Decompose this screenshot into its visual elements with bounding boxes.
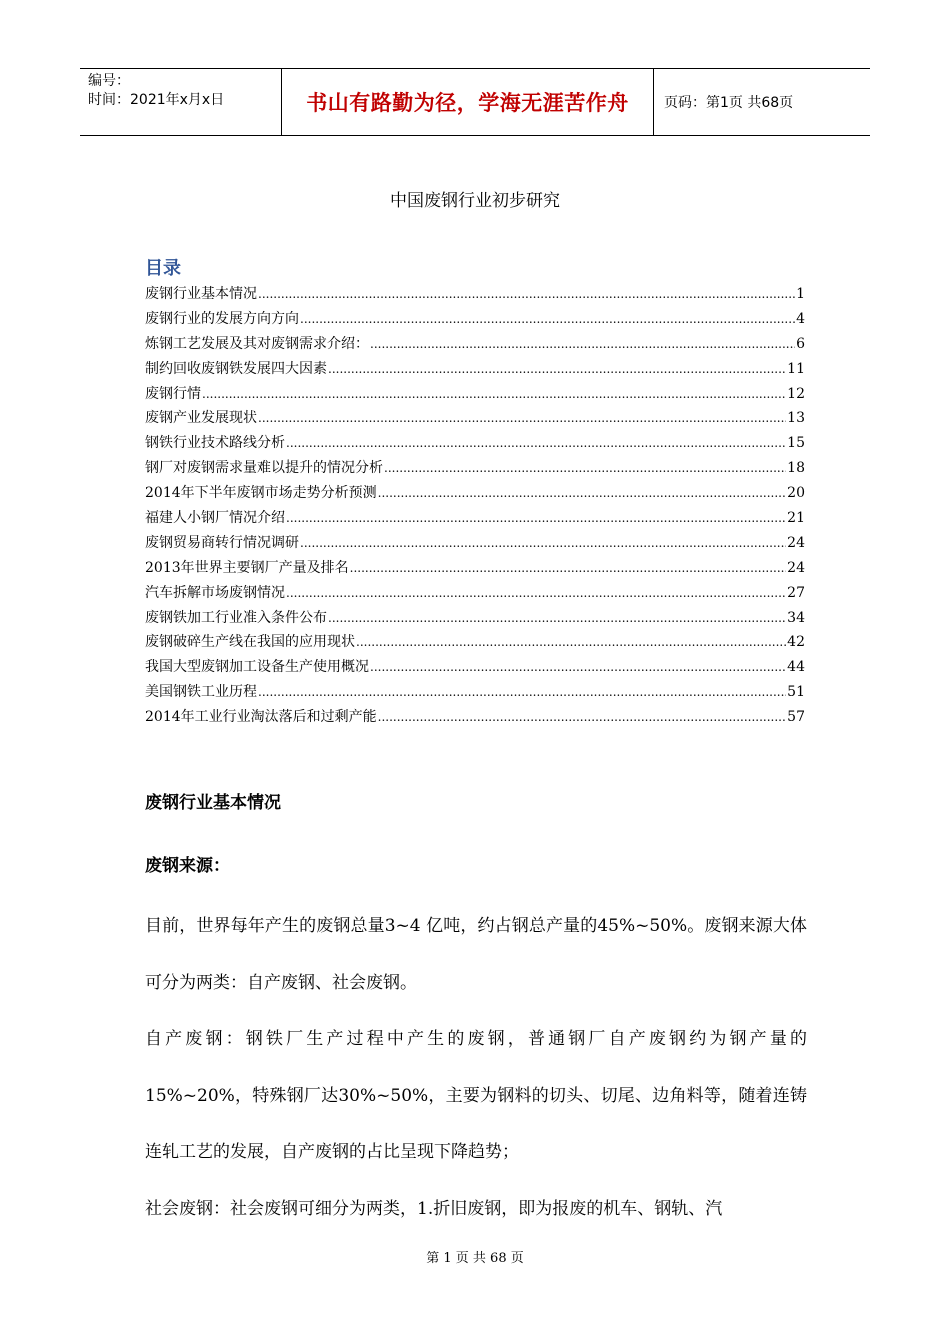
toc-leader-dots [286,435,786,451]
toc-entry-title: 2013年世界主要钢厂产量及排名 [145,559,349,576]
paragraph: 社会废钢：社会废钢可细分为两类，1.折旧废钢，即为报废的机车、钢轨、汽 [145,1198,723,1219]
toc-entry[interactable] [145,582,805,607]
toc-entry-page: 12 [787,385,805,402]
toc-entry-title: 废钢行业的发展方向方向 [145,310,299,327]
page-info-cell [654,69,870,135]
toc-entry-title: 废钢贸易商转行情况调研 [145,534,299,551]
toc-entry[interactable] [145,507,805,532]
toc-leader-dots [328,610,786,626]
toc-entry[interactable] [145,532,805,557]
toc-entry-page: 6 [796,335,805,352]
toc-entry-title: 炼钢工艺发展及其对废钢需求介绍： [145,335,369,352]
motto-cell [282,69,654,135]
toc-entry[interactable] [145,407,805,432]
page-footer: 第 1 页 共 68 页 [426,1251,524,1266]
toc-entry-page: 27 [787,584,805,601]
toc-entry[interactable] [145,432,805,457]
toc-entry-title: 汽车拆解市场废钢情况 [145,584,285,601]
toc-entry[interactable] [145,607,805,632]
toc-leader-dots [378,485,787,501]
toc-entry[interactable] [145,706,805,731]
toc-entry-title: 钢铁行业技术路线分析 [145,435,285,452]
toc-entry[interactable] [145,457,805,482]
toc-entry[interactable] [145,681,805,706]
toc-entry-title: 废钢行业基本情况 [145,286,257,302]
toc-entry-title: 废钢行情 [145,385,201,402]
toc-leader-dots [356,634,786,650]
toc-entry[interactable] [145,656,805,681]
toc-entry-page: 11 [787,360,805,377]
toc-entry-page: 15 [787,435,805,452]
toc-entry[interactable] [145,631,805,656]
section-heading-basic: 废钢行业基本情况 [145,793,281,813]
paragraph: 自产废钢：钢铁厂生产过程中产生的废钢，普通钢厂自产废钢约为钢产量的15%~20%，特殊钢厂达30%~50%，主要为钢料的切头、切尾、边角料等，随着连铸连轧工艺的发展，自产废钢的占比呈现下降趋势； [145,1029,807,1162]
toc-entry-page: 13 [787,410,805,427]
toc-entry[interactable] [145,308,805,333]
toc-entry-page: 42 [787,634,805,651]
motto-text: 书山有路勤为径，学海无涯苦作舟 [306,91,629,115]
toc-entry[interactable] [145,482,805,507]
document-title: 中国废钢行业初步研究 [390,191,560,211]
page-info: 页码：第1页 共68页 [664,95,794,111]
toc-leader-dots [370,336,795,352]
toc-entry-title: 福建人小钢厂情况介绍 [145,510,285,527]
toc-leader-dots [258,684,786,700]
toc-entry-title: 制约回收废钢铁发展四大因素 [145,360,327,377]
toc-leader-dots [300,535,786,551]
toc-entry-page: 24 [787,534,805,551]
toc-entry-page: 21 [787,510,805,527]
toc-leader-dots [202,386,786,402]
toc-entry[interactable] [145,358,805,383]
toc-entry-page: 34 [787,609,805,626]
body-text [145,898,807,1237]
time-label: 时间：2021年x月x日 [88,92,225,108]
header-meta-cell [80,69,282,135]
toc-leader-dots [300,311,795,327]
section-heading-source: 废钢来源： [145,856,230,876]
toc-entry-page: 20 [787,485,805,502]
toc-entry-page: 18 [787,460,805,477]
toc-entry-title: 美国钢铁工业历程 [145,684,257,701]
toc-entry-page: 1 [796,286,805,302]
toc-entry-title: 废钢铁加工行业准入条件公布 [145,609,327,626]
toc-entry-title: 2014年下半年废钢市场走势分析预测 [145,485,377,502]
toc-entry-page: 24 [787,559,805,576]
paragraph: 目前，世界每年产生的废钢总量3~4 亿吨，约占钢总产量的45%~50%。废钢来源大体可分为两类：自产废钢、社会废钢。 [145,916,807,993]
toc-entry-title: 废钢破碎生产线在我国的应用现状 [145,634,355,651]
toc-entry[interactable] [145,283,805,308]
table-of-contents [145,283,805,731]
toc-entry-title: 废钢产业发展现状 [145,410,257,427]
header-table [80,68,870,136]
number-label: 编号： [88,73,130,89]
toc-entry[interactable] [145,333,805,358]
toc-leader-dots [286,510,786,526]
toc-entry-page: 51 [787,684,805,701]
toc-entry-page: 4 [796,310,805,327]
toc-entry-title: 2014年工业行业淘汰落后和过剩产能 [145,709,377,726]
toc-entry-title: 钢厂对废钢需求量难以提升的情况分析 [145,460,383,477]
toc-entry-page: 57 [787,709,805,726]
toc-entry-title: 我国大型废钢加工设备生产使用概况 [145,659,369,676]
toc-leader-dots [370,659,786,675]
toc-leader-dots [286,585,786,601]
toc-entry-page: 44 [787,659,805,676]
toc-leader-dots [328,361,786,377]
toc-entry[interactable] [145,557,805,582]
toc-entry[interactable] [145,383,805,408]
toc-leader-dots [378,709,787,725]
toc-leader-dots [258,410,786,426]
toc-leader-dots [384,460,786,476]
toc-leader-dots [350,560,787,576]
toc-leader-dots [258,286,795,302]
toc-heading: 目录 [145,258,181,279]
